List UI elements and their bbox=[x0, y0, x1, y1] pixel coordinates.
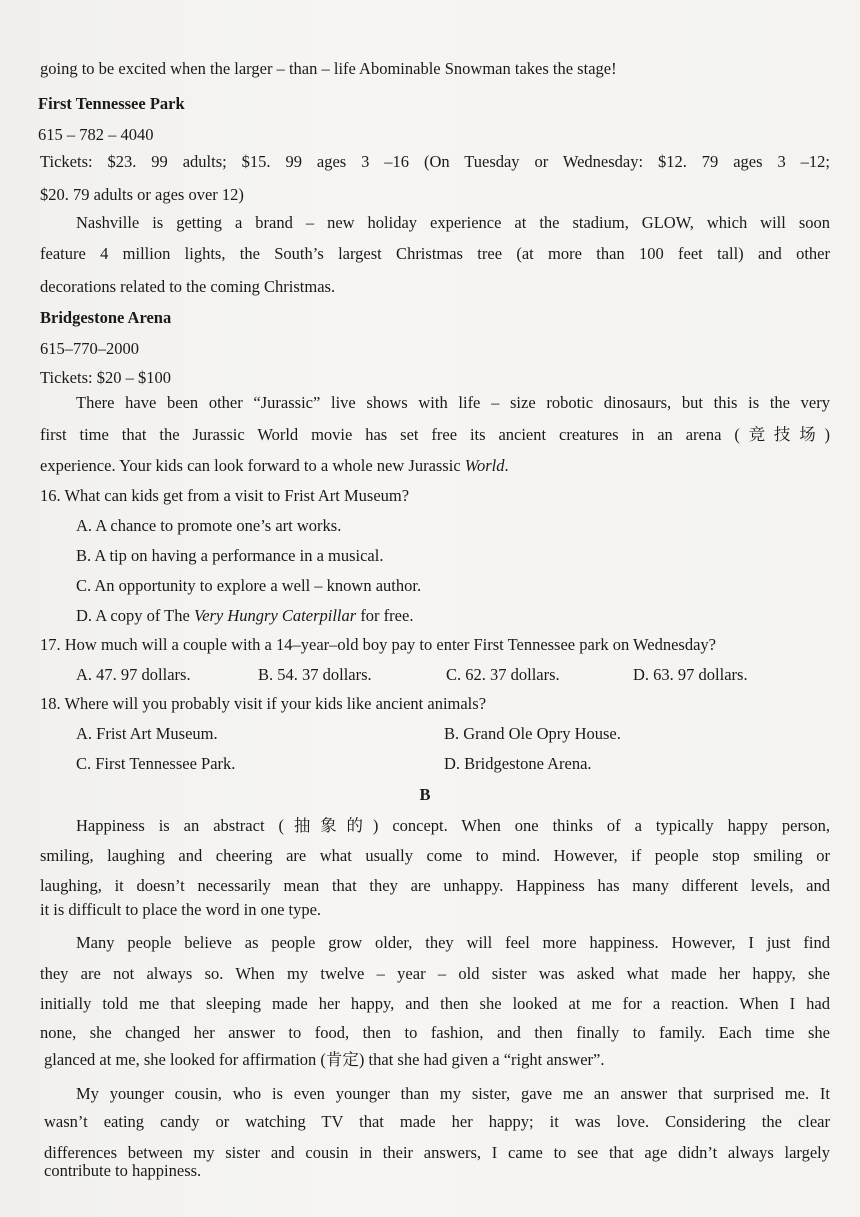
text-line: going to be excited when the larger – than – life Abominable Snowman takes the stage! bbox=[40, 59, 617, 78]
paragraph-line: Happiness is an abstract (抽象的) concept. When one thinks of a typically happy person, bbox=[76, 816, 830, 835]
paragraph-line: differences between my sister and cousin in their answers, I came to see that age didn’t always largely bbox=[44, 1143, 830, 1162]
question-17-option-c: C. 62. 37 dollars. bbox=[446, 665, 560, 684]
question-17-stem: 17. How much will a couple with a 14–year–old boy pay to enter First Tennessee park on Wednesday? bbox=[40, 635, 716, 654]
question-18-option-a: A. Frist Art Museum. bbox=[76, 724, 218, 743]
paragraph-line: contribute to happiness. bbox=[44, 1161, 202, 1180]
question-18-option-c: C. First Tennessee Park. bbox=[76, 754, 236, 773]
park-tickets-line: Tickets: $23. 99 adults; $15. 99 ages 3 –16 (On Tuesday or Wednesday: $12. 79 ages 3 –12; bbox=[40, 152, 830, 171]
arena-tickets: Tickets: $20 – $100 bbox=[40, 368, 171, 387]
section-b-heading: B bbox=[419, 785, 431, 804]
paragraph-line: wasn’t eating candy or watching TV that made her happy; it was love. Considering the clear bbox=[44, 1112, 830, 1131]
question-17-option-a: A. 47. 97 dollars. bbox=[76, 665, 191, 684]
arena-description-line: experience. Your kids can look forward to a whole new Jurassic World. bbox=[40, 456, 509, 475]
question-18-option-b: B. Grand Ole Opry House. bbox=[444, 724, 621, 743]
arena-description-line: There have been other “Jurassic” live shows with life – size robotic dinosaurs, but this is the very bbox=[76, 393, 830, 412]
paragraph-line: it is difficult to place the word in one type. bbox=[40, 900, 322, 919]
section-title-bridgestone-arena: Bridgestone Arena bbox=[40, 308, 172, 327]
arena-phone: 615–770–2000 bbox=[40, 339, 139, 358]
arena-description-line: first time that the Jurassic World movie has set free its ancient creatures in an arena (竞技场) bbox=[40, 425, 830, 444]
park-description-line: decorations related to the coming Christmas. bbox=[40, 277, 336, 296]
paragraph-line: smiling, laughing and cheering are what usually come to mind. However, if people stop smiling or bbox=[40, 846, 830, 865]
paragraph-line: laughing, it doesn’t necessarily mean that they are unhappy. Happiness has many different levels, and bbox=[40, 876, 830, 895]
section-title-first-tennessee-park: First Tennessee Park bbox=[38, 94, 185, 113]
paragraph-line: My younger cousin, who is even younger than my sister, gave me an answer that surprised me. It bbox=[76, 1084, 830, 1103]
paragraph-line: glanced at me, she looked for affirmation (肯定) that she had given a “right answer”. bbox=[44, 1050, 605, 1069]
paragraph-line: initially told me that sleeping made her happy, and then she looked at me for a reaction. When I had bbox=[40, 994, 830, 1013]
question-18-option-d: D. Bridgestone Arena. bbox=[444, 754, 592, 773]
question-16-option-a: A. A chance to promote one’s art works. bbox=[76, 516, 342, 535]
park-tickets-line: $20. 79 adults or ages over 12) bbox=[40, 185, 244, 204]
question-17-option-b: B. 54. 37 dollars. bbox=[258, 665, 372, 684]
paragraph-line: they are not always so. When my twelve – year – old sister was asked what made her happy, she bbox=[40, 964, 830, 983]
park-phone: 615 – 782 – 4040 bbox=[38, 125, 154, 144]
question-16-stem: 16. What can kids get from a visit to Frist Art Museum? bbox=[40, 486, 410, 505]
paragraph-line: Many people believe as people grow older, they will feel more happiness. However, I just find bbox=[76, 933, 830, 952]
park-description-line: feature 4 million lights, the South’s largest Christmas tree (at more than 100 feet tall) and other bbox=[40, 244, 830, 263]
question-16-option-c: C. An opportunity to explore a well – known author. bbox=[76, 576, 422, 595]
question-17-option-d: D. 63. 97 dollars. bbox=[633, 665, 748, 684]
question-16-option-d: D. A copy of The Very Hungry Caterpillar for free. bbox=[76, 606, 414, 625]
question-16-option-b: B. A tip on having a performance in a musical. bbox=[76, 546, 384, 565]
paragraph-line: none, she changed her answer to food, then to fashion, and then finally to family. Each time she bbox=[40, 1023, 830, 1042]
question-18-stem: 18. Where will you probably visit if your kids like ancient animals? bbox=[40, 694, 487, 713]
park-description-line: Nashville is getting a brand – new holiday experience at the stadium, GLOW, which will soon bbox=[76, 213, 830, 232]
